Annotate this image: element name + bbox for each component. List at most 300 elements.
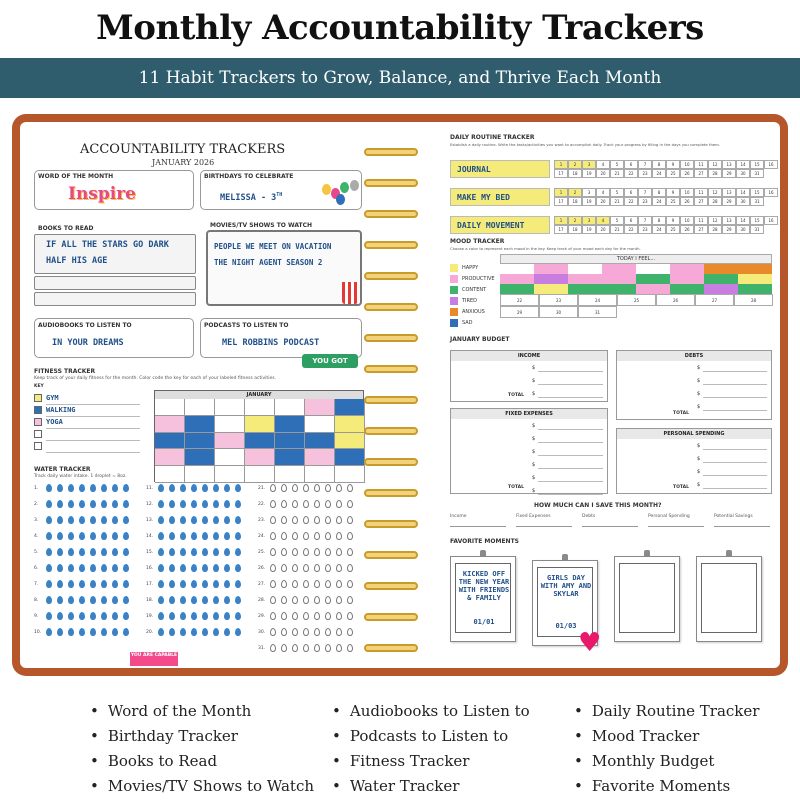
water-droplet-icon: [112, 548, 118, 556]
feature-item: • Movies/TV Shows to Watch: [90, 777, 314, 795]
calendar-day-cell: [275, 449, 305, 466]
water-droplet-icon: [123, 580, 129, 588]
routine-day-cell: 8: [652, 160, 666, 169]
binder-ring: [364, 334, 418, 342]
water-droplet-icon: [123, 484, 129, 492]
budget-line: [703, 488, 767, 489]
water-droplet-icon: [347, 596, 353, 604]
fitness-key-line: [46, 428, 140, 429]
binder-ring: [364, 241, 418, 249]
water-droplet-icon: [169, 548, 175, 556]
routine-day-cell: 22: [624, 169, 638, 178]
routine-day-cell: 28: [708, 169, 722, 178]
mood-day-number: 26: [656, 294, 695, 306]
budget-line: [538, 384, 603, 385]
water-droplet-icon: [79, 596, 85, 604]
mood-day-cell: [738, 264, 772, 274]
water-droplet-icon: [57, 484, 63, 492]
water-droplet-icon: [213, 548, 219, 556]
mood-day-cell: [704, 264, 738, 274]
fitness-key-line: [46, 416, 140, 417]
calendar-day-cell: [185, 416, 215, 433]
water-droplet-icon: [325, 628, 331, 636]
calendar-day-cell: [215, 449, 245, 466]
moment-text: KICKED OFF THE NEW YEAR WITH FRIENDS & FAMILY: [458, 570, 510, 602]
routine-day-cell: 21: [610, 225, 624, 234]
water-droplet-icon: [235, 484, 241, 492]
water-droplet-icon: [90, 580, 96, 588]
routine-day-cell: 6: [624, 216, 638, 225]
water-droplet-icon: [46, 516, 52, 524]
routine-day-cell: 13: [722, 160, 736, 169]
binder-ring: [364, 458, 418, 466]
water-droplet-icon: [57, 532, 63, 540]
water-droplet-icon: [235, 548, 241, 556]
water-droplet-icon: [90, 548, 96, 556]
water-droplet-icon: [57, 580, 63, 588]
calendar-month: JANUARY: [155, 391, 363, 399]
water-droplet-icon: [112, 532, 118, 540]
mood-key-swatch: [450, 308, 458, 316]
routine-day-cell: 10: [680, 188, 694, 197]
water-droplet-icon: [158, 596, 164, 604]
water-day-number: 9.: [34, 614, 39, 619]
water-droplet-icon: [303, 596, 309, 604]
water-droplet-icon: [303, 580, 309, 588]
water-droplet-icon: [314, 580, 320, 588]
water-droplet-icon: [123, 500, 129, 508]
routine-day-cell: 24: [652, 225, 666, 234]
routine-day-cell: 16: [764, 160, 778, 169]
routine-day-cell: 21: [610, 197, 624, 206]
water-droplet-icon: [224, 484, 230, 492]
water-droplet-icon: [292, 628, 298, 636]
calendar-day-cell: [155, 433, 185, 450]
you-got-this-sticker: YOU GOT THIS!: [302, 354, 358, 368]
routine-day-cell: 17: [554, 169, 568, 178]
water-droplet-icon: [235, 580, 241, 588]
water-droplet-icon: [347, 580, 353, 588]
budget-section: [450, 408, 608, 494]
water-droplet-icon: [68, 580, 74, 588]
routine-day-cell: 23: [638, 225, 652, 234]
water-droplet-icon: [123, 516, 129, 524]
fitness-key-swatch: [34, 406, 42, 414]
word-of-month-label: WORD OF THE MONTH: [38, 173, 114, 180]
budget-line: [538, 494, 603, 495]
water-droplet-icon: [270, 564, 276, 572]
routine-day-cell: 7: [638, 216, 652, 225]
feature-item: • Daily Routine Tracker: [574, 702, 759, 720]
books-label: BOOKS TO READ: [38, 225, 94, 232]
water-droplet-icon: [191, 628, 197, 636]
water-droplet-icon: [292, 580, 298, 588]
water-droplet-icon: [347, 628, 353, 636]
routine-day-cell: 29: [722, 169, 736, 178]
routine-day-cell: 8: [652, 188, 666, 197]
save-question: HOW MUCH CAN I SAVE THIS MONTH?: [534, 502, 662, 509]
water-droplet-icon: [101, 580, 107, 588]
water-droplet-icon: [292, 500, 298, 508]
mood-day-number: 23: [539, 294, 578, 306]
routine-day-cell: 26: [680, 197, 694, 206]
water-droplet-icon: [101, 564, 107, 572]
routine-name: DAILY MOVEMENT: [450, 216, 550, 234]
water-droplet-icon: [270, 580, 276, 588]
calendar-day-cell: [275, 433, 305, 450]
fitness-key-line: [46, 452, 140, 453]
fitness-instructions: Keep track of your daily fitness for the month. Color code the key for each of your labeled fitness activities.: [34, 376, 276, 381]
water-droplet-icon: [235, 628, 241, 636]
water-droplet-icon: [46, 548, 52, 556]
water-droplet-icon: [303, 548, 309, 556]
water-day-number: 6.: [34, 566, 39, 571]
water-droplet-icon: [68, 484, 74, 492]
binder-ring: [364, 582, 418, 590]
routine-day-cell: 21: [610, 169, 624, 178]
water-droplet-icon: [158, 564, 164, 572]
routine-day-cell: 30: [736, 225, 750, 234]
budget-line: [703, 462, 767, 463]
fitness-key-line: [46, 404, 140, 405]
water-droplet-icon: [68, 612, 74, 620]
binder-ring: [364, 396, 418, 404]
fitness-key-line: [46, 440, 140, 441]
water-droplet-icon: [336, 612, 342, 620]
water-droplet-icon: [68, 532, 74, 540]
balloon-icon: [336, 194, 345, 205]
feature-item: • Monthly Budget: [574, 752, 714, 770]
fitness-key-entry: GYM: [46, 394, 59, 402]
water-droplet-icon: [158, 628, 164, 636]
right-page: [404, 122, 780, 668]
budget-label: JANUARY BUDGET: [450, 336, 510, 343]
left-page: [20, 122, 380, 668]
water-droplet-icon: [292, 612, 298, 620]
planner: [12, 114, 788, 676]
water-droplet-icon: [169, 580, 175, 588]
calendar-day-cell: [215, 399, 245, 416]
water-droplet-icon: [191, 580, 197, 588]
dollar-sign: $: [532, 449, 536, 455]
dollar-sign: $: [697, 365, 701, 371]
binder-ring: [364, 272, 418, 280]
water-droplet-icon: [57, 596, 63, 604]
mood-day-cell: [534, 284, 568, 294]
mood-day-cell: [568, 264, 602, 274]
water-droplet-icon: [281, 644, 287, 652]
water-droplet-icon: [224, 580, 230, 588]
water-droplet-icon: [46, 484, 52, 492]
water-droplet-icon: [336, 516, 342, 524]
dollar-sign: $: [697, 443, 701, 449]
dollar-sign: $: [532, 462, 536, 468]
water-droplet-icon: [158, 548, 164, 556]
water-droplet-icon: [169, 500, 175, 508]
water-droplet-icon: [101, 548, 107, 556]
water-droplet-icon: [235, 516, 241, 524]
routine-day-cell: 7: [638, 160, 652, 169]
fitness-calendar: [154, 390, 364, 482]
mood-day-number: 24: [578, 294, 617, 306]
water-droplet-icon: [347, 500, 353, 508]
mood-day-cell: [500, 274, 534, 284]
water-droplet-icon: [79, 484, 85, 492]
water-droplet-icon: [303, 500, 309, 508]
water-droplet-icon: [213, 516, 219, 524]
routine-day-cell: 26: [680, 225, 694, 234]
water-droplet-icon: [314, 516, 320, 524]
water-droplet-icon: [158, 500, 164, 508]
water-droplet-icon: [281, 532, 287, 540]
water-droplet-icon: [336, 596, 342, 604]
budget-section: [616, 350, 772, 420]
water-droplet-icon: [281, 580, 287, 588]
dollar-sign: $: [532, 423, 536, 429]
water-droplet-icon: [158, 484, 164, 492]
budget-section-title: PERSONAL SPENDING: [617, 429, 771, 439]
water-droplet-icon: [270, 484, 276, 492]
water-droplet-icon: [90, 484, 96, 492]
water-droplet-icon: [158, 580, 164, 588]
water-day-number: 29.: [258, 614, 266, 619]
water-droplet-icon: [303, 532, 309, 540]
fitness-label: FITNESS TRACKER: [34, 368, 96, 375]
dollar-sign: $: [697, 469, 701, 475]
water-droplet-icon: [235, 564, 241, 572]
water-droplet-icon: [79, 580, 85, 588]
water-droplet-icon: [90, 532, 96, 540]
mood-key-label: HAPPY: [462, 265, 479, 271]
routine-day-cell: 10: [680, 160, 694, 169]
dollar-sign: $: [532, 488, 536, 494]
mood-day-number: 27: [695, 294, 734, 306]
water-droplet-icon: [202, 580, 208, 588]
water-droplet-icon: [191, 532, 197, 540]
water-droplet-icon: [325, 596, 331, 604]
routine-day-cell: 15: [750, 160, 764, 169]
water-droplet-icon: [123, 612, 129, 620]
calendar-day-cell: [335, 399, 365, 416]
dollar-sign: $: [532, 475, 536, 481]
budget-line: [538, 442, 603, 443]
mood-instructions: Choose a color to represent each mood in the key. Keep track of your mood each day for the month.: [450, 246, 641, 251]
water-droplet-icon: [314, 628, 320, 636]
routine-day-cell: 4: [596, 216, 610, 225]
book-entry: HALF HIS AGE: [46, 256, 108, 266]
mood-day-cell: [636, 274, 670, 284]
water-droplet-icon: [303, 564, 309, 572]
heart-icon: ♥: [578, 628, 602, 658]
routine-day-cell: 1: [554, 216, 568, 225]
water-day-number: 10.: [34, 630, 42, 635]
budget-total-label: TOTAL: [673, 411, 689, 416]
routine-day-cell: 2: [568, 216, 582, 225]
water-droplet-icon: [347, 612, 353, 620]
water-day-number: 12.: [146, 502, 154, 507]
calendar-day-cell: [155, 416, 185, 433]
water-day-number: 30.: [258, 630, 266, 635]
mood-day-cell: [568, 284, 602, 294]
headline: Monthly Accountability Trackers: [96, 8, 704, 48]
water-droplet-icon: [79, 532, 85, 540]
water-droplet-icon: [270, 548, 276, 556]
water-day-number: 11.: [146, 486, 154, 491]
mood-key-label: CONTENT: [462, 287, 487, 293]
feature-item: • Fitness Tracker: [332, 752, 469, 770]
water-droplet-icon: [224, 628, 230, 636]
routine-day-cell: 14: [736, 160, 750, 169]
calendar-day-cell: [185, 449, 215, 466]
binder-ring: [364, 365, 418, 373]
water-droplet-icon: [270, 644, 276, 652]
water-droplet-icon: [292, 596, 298, 604]
mood-day-number: 28: [734, 294, 773, 306]
water-droplet-icon: [314, 612, 320, 620]
routine-day-cell: 22: [624, 225, 638, 234]
routine-day-cell: 19: [582, 169, 596, 178]
calendar-day-cell: [185, 433, 215, 450]
routine-name: MAKE MY BED: [450, 188, 550, 206]
water-droplet-icon: [169, 484, 175, 492]
savings-line: [648, 526, 704, 527]
water-droplet-icon: [191, 484, 197, 492]
water-droplet-icon: [112, 516, 118, 524]
water-droplet-icon: [101, 500, 107, 508]
word-of-month-value: Inspire: [68, 184, 136, 204]
water-droplet-icon: [101, 596, 107, 604]
water-droplet-icon: [314, 596, 320, 604]
water-droplet-icon: [336, 500, 342, 508]
water-droplet-icon: [112, 564, 118, 572]
water-droplet-icon: [292, 548, 298, 556]
calendar-day-cell: [335, 449, 365, 466]
water-droplet-icon: [57, 564, 63, 572]
water-droplet-icon: [281, 548, 287, 556]
water-droplet-icon: [101, 612, 107, 620]
water-droplet-icon: [90, 596, 96, 604]
budget-line: [538, 468, 603, 469]
water-day-number: 7.: [34, 582, 39, 587]
routine-day-cell: 1: [554, 160, 568, 169]
routine-day-cell: 22: [624, 197, 638, 206]
moment-frame: [455, 563, 511, 633]
calendar-day-cell: [245, 399, 275, 416]
water-droplet-icon: [213, 580, 219, 588]
movie-entry: THE NIGHT AGENT SEASON 2: [214, 258, 323, 267]
dollar-sign: $: [697, 482, 701, 488]
routine-label: DAILY ROUTINE TRACKER: [450, 134, 535, 141]
mood-day-number: 25: [617, 294, 656, 306]
budget-section-title: FIXED EXPENSES: [451, 409, 607, 419]
calendar-day-cell: [335, 416, 365, 433]
water-droplet-icon: [169, 532, 175, 540]
routine-day-cell: 11: [694, 160, 708, 169]
water-day-number: 26.: [258, 566, 266, 571]
water-droplet-icon: [68, 500, 74, 508]
book-stack: [34, 276, 196, 290]
movie-entry: PEOPLE WE MEET ON VACATION: [214, 242, 332, 251]
water-droplet-icon: [191, 516, 197, 524]
routine-day-cell: 17: [554, 197, 568, 206]
calendar-day-cell: [185, 399, 215, 416]
favorite-moments-label: FAVORITE MOMENTS: [450, 538, 519, 545]
mood-day-number: 22: [500, 294, 539, 306]
water-droplet-icon: [303, 516, 309, 524]
mood-day-number: 29: [500, 306, 539, 318]
water-droplet-icon: [191, 612, 197, 620]
moment-date: 01/03: [555, 622, 577, 630]
water-droplet-icon: [180, 484, 186, 492]
water-droplet-icon: [158, 516, 164, 524]
routine-day-cell: 11: [694, 216, 708, 225]
balloon-icon: [340, 182, 349, 193]
water-droplet-icon: [270, 596, 276, 604]
water-droplet-icon: [180, 596, 186, 604]
water-droplet-icon: [46, 580, 52, 588]
savings-line: [450, 526, 506, 527]
dollar-sign: $: [697, 456, 701, 462]
routine-day-cell: 16: [764, 188, 778, 197]
mood-day-cell: [704, 284, 738, 294]
fitness-key-swatch: [34, 430, 42, 438]
mood-header: TODAY I FEEL...: [500, 254, 772, 264]
routine-day-cell: 18: [568, 197, 582, 206]
mood-key-swatch: [450, 286, 458, 294]
routine-day-cell: 14: [736, 188, 750, 197]
routine-day-cell: 12: [708, 216, 722, 225]
routine-day-cell: 18: [568, 169, 582, 178]
savings-line: [714, 526, 770, 527]
podcast-entry: MEL ROBBINS PODCAST: [222, 338, 320, 348]
routine-day-cell: 27: [694, 169, 708, 178]
water-droplet-icon: [112, 596, 118, 604]
budget-line: [538, 455, 603, 456]
mood-day-cell: [670, 274, 704, 284]
routine-day-cell: 28: [708, 225, 722, 234]
savings-term: Potential Savings: [714, 514, 753, 519]
water-droplet-icon: [336, 484, 342, 492]
routine-day-cell: 5: [610, 188, 624, 197]
binder-ring: [364, 613, 418, 621]
routine-day-cell: 29: [722, 225, 736, 234]
savings-term: Personal Spending: [648, 514, 690, 519]
water-droplet-icon: [90, 612, 96, 620]
routine-day-cell: 16: [764, 216, 778, 225]
water-droplet-icon: [325, 548, 331, 556]
water-droplet-icon: [235, 500, 241, 508]
water-droplet-icon: [57, 612, 63, 620]
moment-frame: [701, 563, 757, 633]
water-droplet-icon: [79, 628, 85, 636]
water-droplet-icon: [158, 612, 164, 620]
key-label: KEY: [34, 384, 44, 389]
water-day-number: 27.: [258, 582, 266, 587]
water-droplet-icon: [46, 532, 52, 540]
water-droplet-icon: [213, 612, 219, 620]
water-droplet-icon: [57, 548, 63, 556]
mood-day-cell: [636, 284, 670, 294]
water-droplet-icon: [224, 532, 230, 540]
water-droplet-icon: [169, 612, 175, 620]
moment-date: 01/01: [473, 618, 495, 626]
dollar-sign: $: [697, 391, 701, 397]
mood-key-label: TIRED: [462, 298, 478, 304]
water-droplet-icon: [202, 532, 208, 540]
water-day-number: 25.: [258, 550, 266, 555]
water-droplet-icon: [281, 628, 287, 636]
budget-total-label: TOTAL: [508, 485, 524, 490]
